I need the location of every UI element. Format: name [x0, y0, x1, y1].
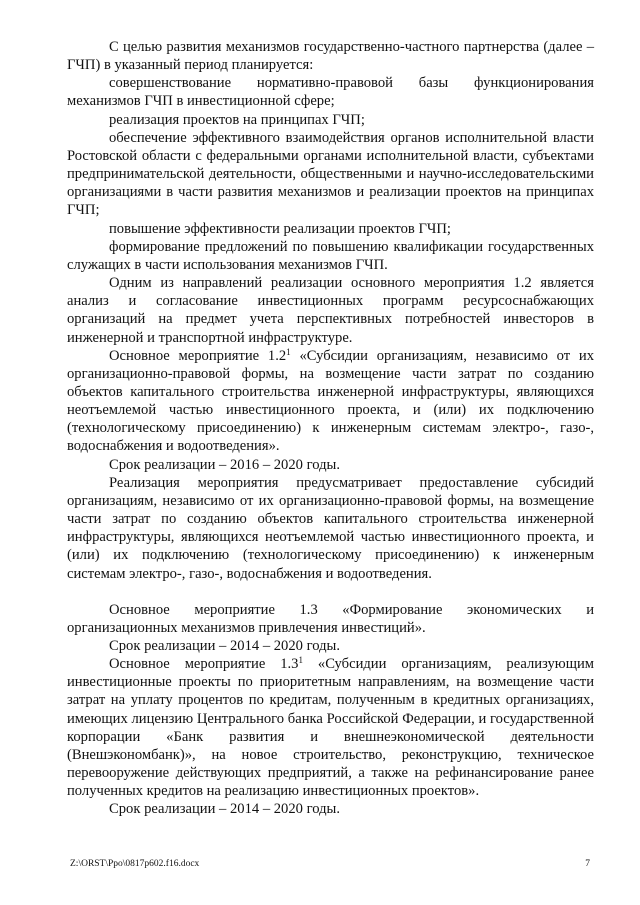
page-number: 7	[585, 859, 590, 869]
paragraph: Основное мероприятие $1.2^1$ «Субсидии организациям, независимо от их организационно-правовой формы, на возмещение части затрат по созданию объектов капитального строительства инженерной инфраструктуры, являющихся неотъемлемой частью инвестиционного проекта, и (или) их подключению (технологическому присоединению) к инженерным системам электро-, газо-, водоснабжения и водоотведения».	[67, 346, 594, 455]
document-body	[67, 38, 594, 819]
paragraph: Реализация мероприятия предусматривает предоставление субсидий организациям, независимо от их организационно-правовой формы, на возмещение части затрат по созданию объектов капитального строительства инженерной инфраструктуры, являющихся неотъемлемой частью инвестиционного проекта, и (или) их подключению (технологическому присоединению) к инженерным системам электро-, газо-, водоснабжения и водоотведения.	[67, 474, 594, 582]
paragraph: Одним из направлений реализации основного мероприятия 1.2 является анализ и согласование инвестиционных программ ресурсоснабжающих организаций на предмет учета перспективных потребностей инвесторов в инженерной и транспортной инфраструктуре.	[67, 275, 594, 346]
paragraph: С целью развития механизмов государственно-частного партнерства (далее – ГЧП) в указанный период планируется:	[67, 39, 594, 74]
paragraph: обеспечение эффективного взаимодействия органов исполнительной власти Ростовской области с федеральными органами исполнительной власти, субъектами предпринимательской деятельности, общественными и научно-исследовательскими организациями в части развития механизмов и реализации проектов на принципах ГЧП;	[67, 129, 594, 219]
paragraph: Основное мероприятие 1.3 «Формирование экономических и организационных механизмов привлечения инвестиций».	[67, 601, 594, 636]
paragraph: реализация проектов на принципах ГЧП;	[109, 111, 365, 128]
footnote-mark: 1	[286, 346, 291, 357]
paragraph: Срок реализации – 2014 – 2020 годы.	[109, 801, 340, 818]
footnote-mark: 1	[298, 655, 303, 666]
paragraph: повышение эффективности реализации проектов ГЧП;	[109, 220, 451, 237]
paragraph: Срок реализации – 2014 – 2020 годы.	[109, 638, 340, 654]
paragraph: Срок реализации – 2016 – 2020 годы.	[109, 456, 340, 473]
file-path: Z:\ORST\Ppo\0817p602.f16.docx	[70, 859, 200, 869]
paragraph: совершенствование нормативно-правовой базы функционирования механизмов ГЧП в инвестиционной сфере;	[67, 75, 594, 110]
paragraph: формирование предложений по повышению квалификации государственных служащих в части использования механизмов ГЧП.	[67, 238, 594, 273]
page-footer	[70, 858, 590, 870]
paragraph: Основное мероприятие $1.3^1$ «Субсидии организациям, реализующим инвестиционные проекты по приоритетным направлениям, на возмещение части затрат на уплату процентов по кредитам, полученным в кредитных организациях, имеющих лицензию Центрального банка Российской Федерации, и государственной корпорации «Банк развития и внешнеэкономической деятельности (Внешэкономбанк)», на новое строительство, реконструкцию, техническое перевооружение действующих предприятий, а также на рефинансирование ранее полученных кредитов на реализацию инвестиционных проектов».	[67, 655, 594, 800]
